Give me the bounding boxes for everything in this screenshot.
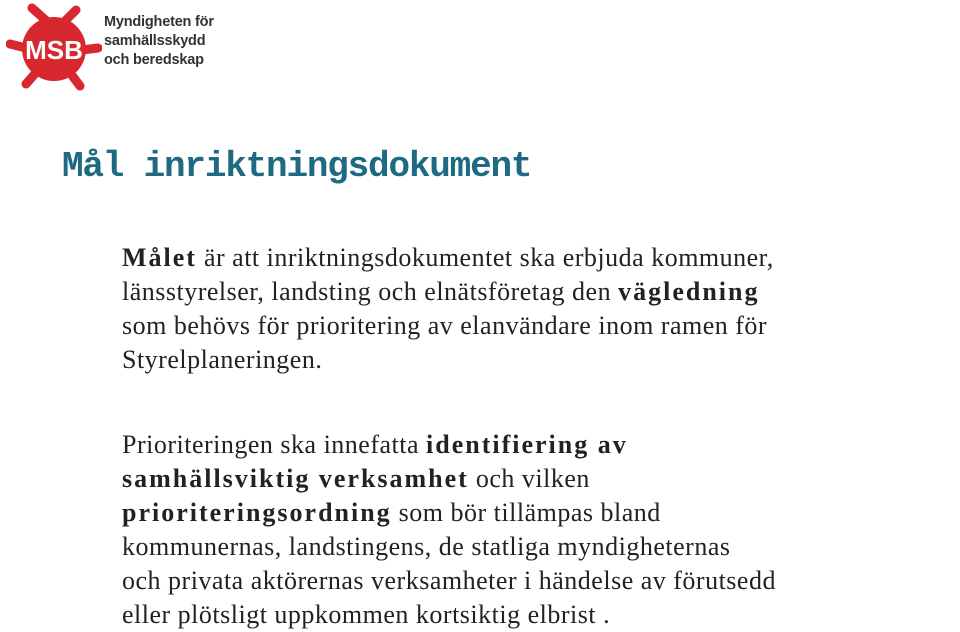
logo-name-line-2: samhällsskydd [104,33,206,49]
prio-line-5: och privata aktörernas verksamheter i händelse av förutsedd [122,566,776,595]
logo-mark-text: MSB [25,35,83,65]
msb-logo-mark [6,2,102,98]
prio-text-3: som bör tillämpas bland [391,498,661,527]
page-title: Mål inriktningsdokument [62,146,532,187]
msb-logo [6,2,216,98]
goal-line-1 [122,241,774,275]
goal-text-1: är att inriktningsdokumentet ska erbjuda kommuner, [196,243,774,272]
prio-line-2 [122,462,776,496]
prio-line-6: eller plötsligt uppkommen kortsiktig elbrist . [122,600,611,629]
goal-line-3: som behövs för prioritering av elanvändare inom ramen för [122,311,768,340]
prio-text-2: och vilken [468,464,590,493]
prio-line-3 [122,496,776,530]
priority-order-keyword: prioriteringsordning [122,498,392,527]
logo-name-line-3: och beredskap [104,52,204,68]
prio-line-4: kommunernas, landstingens, de statliga myndigheternas [122,532,731,561]
goal-keyword: Målet [122,243,197,272]
goal-text-2: länsstyrelser, landsting och elnätsföretag den [122,277,619,306]
prio-line-1 [122,428,776,462]
goal-paragraph [122,241,774,377]
logo-name-line-1: Myndigheten för [104,14,214,30]
logo-organization-name [104,13,214,70]
critical-activity-keyword: samhällsviktig verksamhet [122,464,469,493]
identification-keyword: identifiering av [426,430,628,459]
goal-line-2 [122,275,774,309]
prioritization-paragraph [122,428,776,632]
prio-text-1: Prioriteringen ska innefatta [122,430,427,459]
guidance-keyword: vägledning [618,277,760,306]
goal-line-4: Styrelplaneringen. [122,345,323,374]
